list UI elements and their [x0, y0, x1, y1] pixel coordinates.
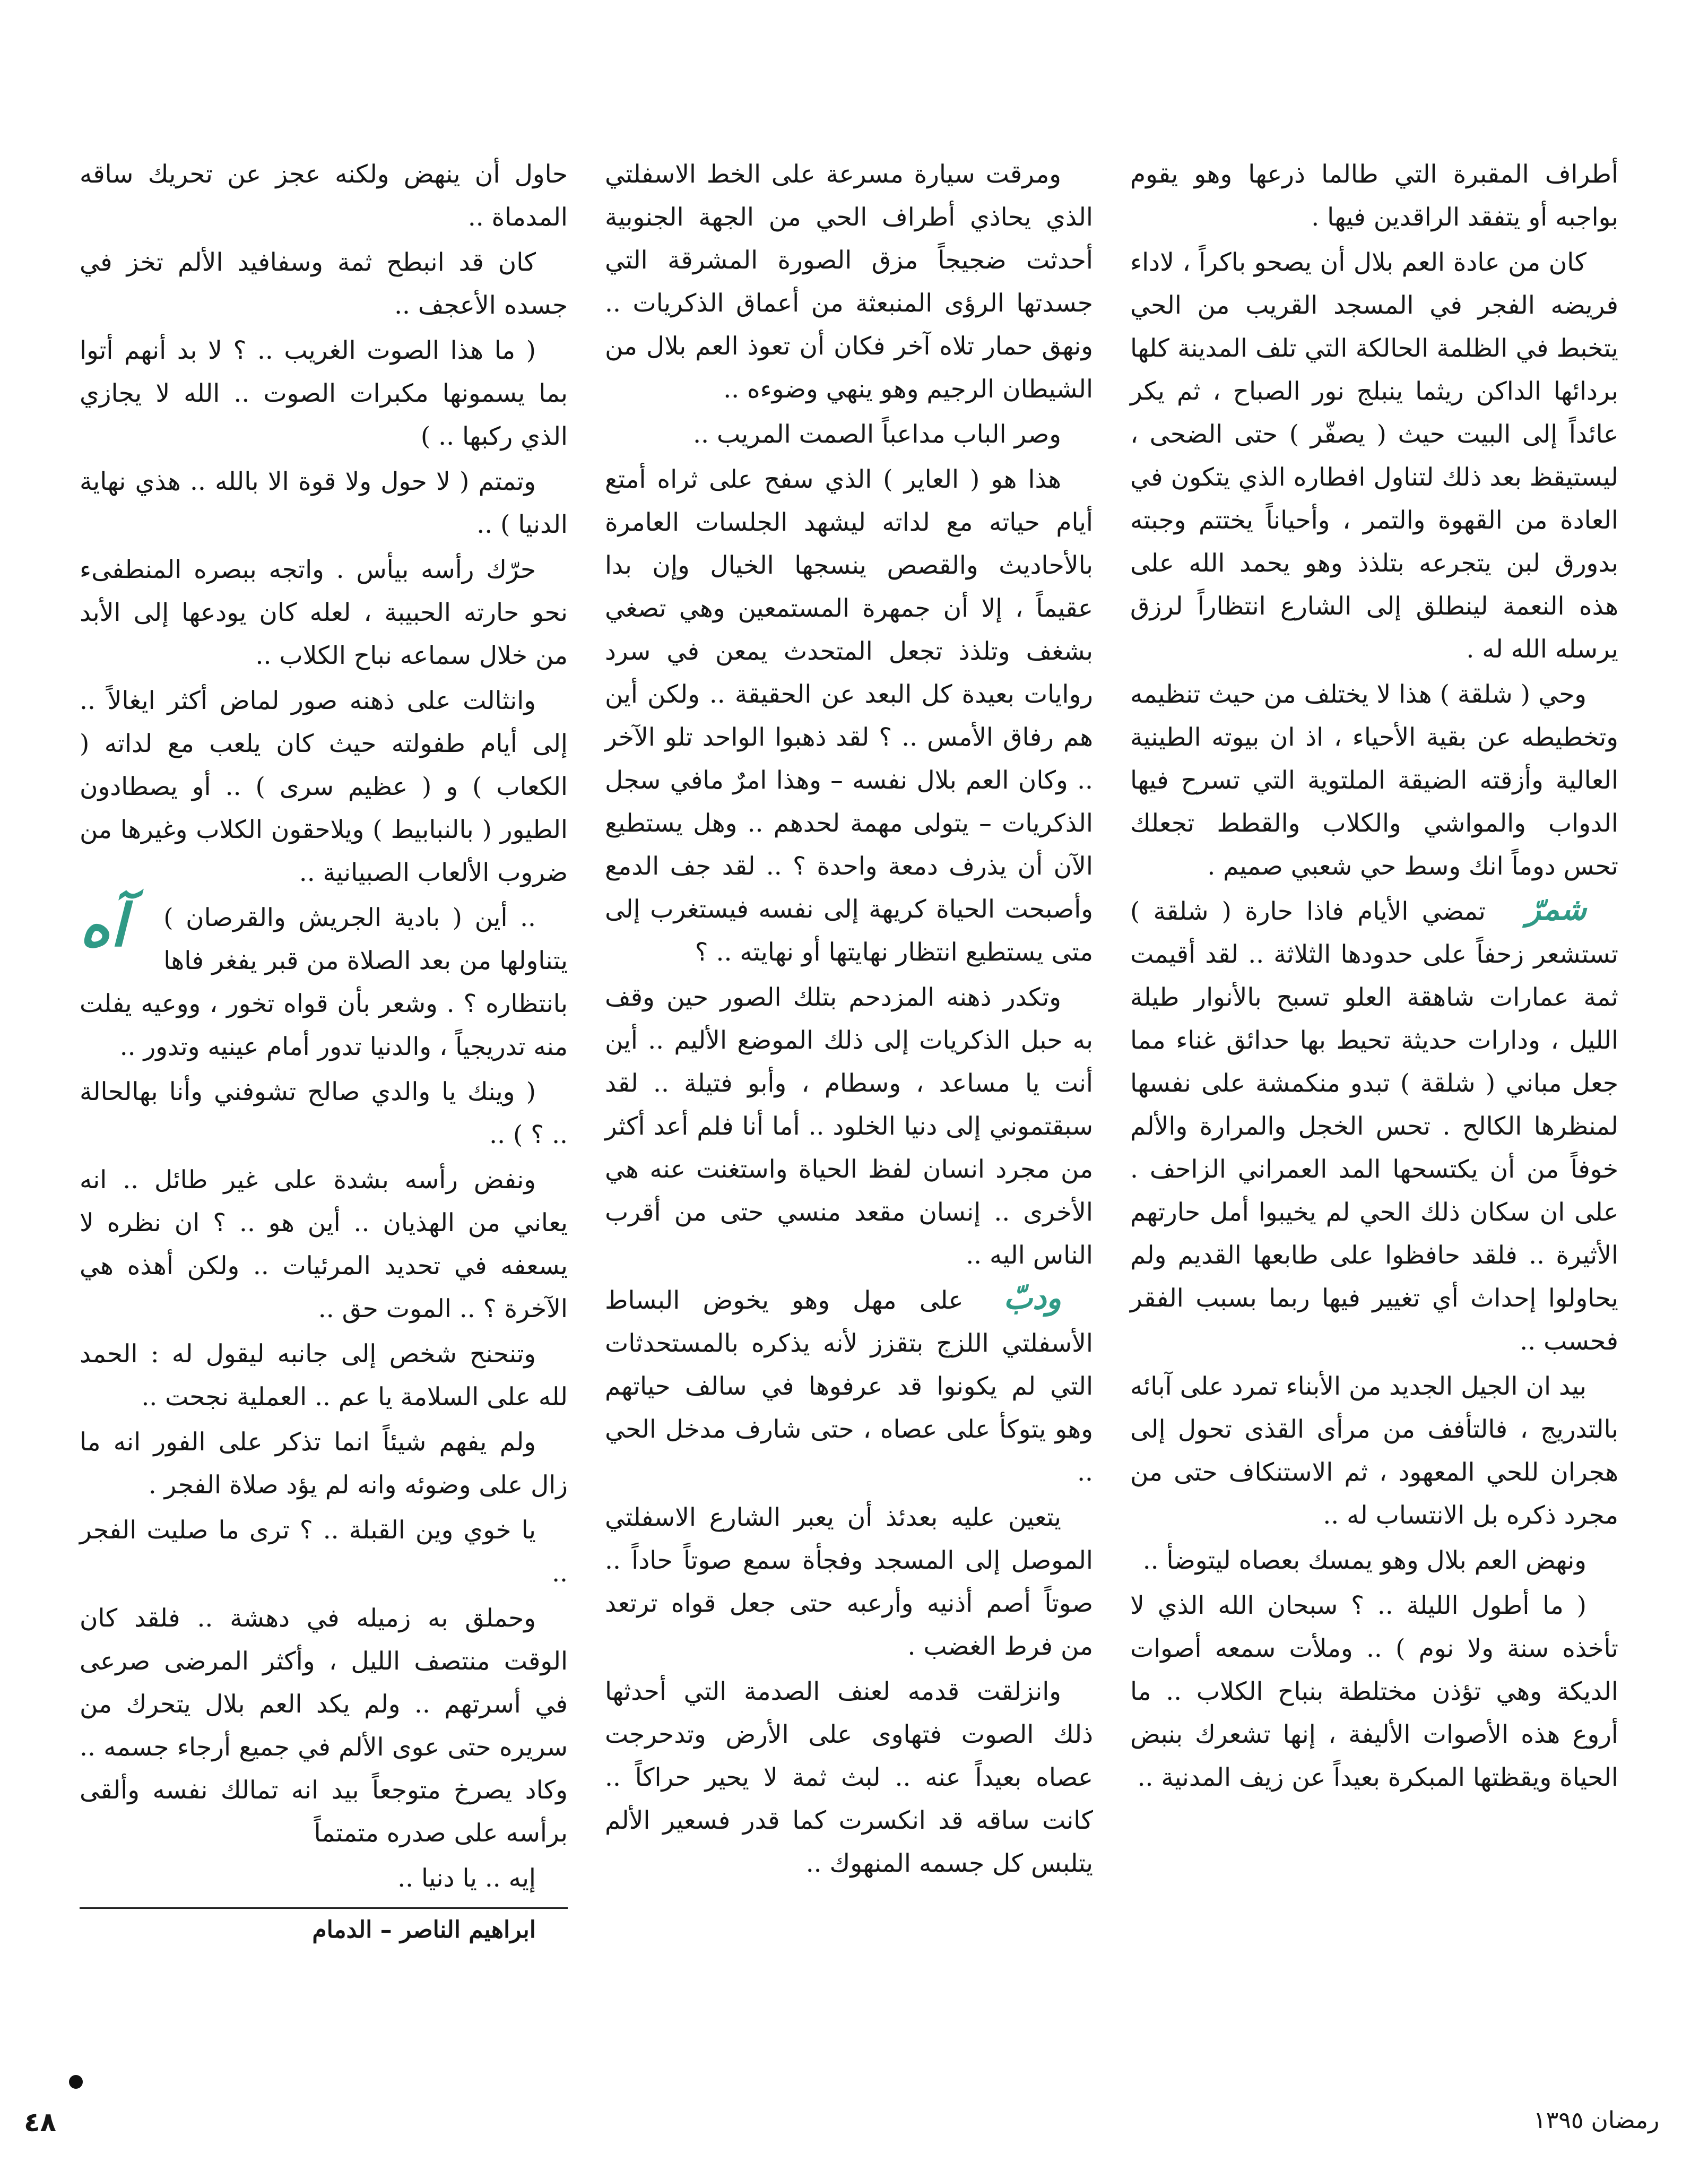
paragraph	[80, 891, 568, 1068]
paragraph: ونهض العم بلال وهو يمسك بعصاه ليتوضأ ..	[1142, 1546, 1586, 1575]
paragraph: ( ما أطول الليلة .. ؟ سبحان الله الذي لا تأخذه سنة ولا نوم ) .. وملأت سمعه أصوات الديكة وهي تؤذن مختلطة بنباح الكلاب .. ما أروع هذه الأصوات الأليفة ، إنها تشعرك بنبض الحياة ويقظتها المبكرة بعيداً عن زيف المدنية ..	[1130, 1591, 1618, 1792]
paragraph: وحي ( شلقة ) هذا لا يختلف من حيث تنظيمه وتخطيطه عن بقية الأحياء ، اذ ان بيوته الطينية العالية وأزقته الضيقة الملتوية التي تسرح فيها الدواب والمواشي والكلاب والقطط تجعلك تحس دوماً انك وسط حي شعبي صميم .	[1130, 680, 1618, 881]
column-right	[1130, 153, 1618, 1801]
ornament-word-right: شمرّ	[1525, 891, 1586, 927]
byline-divider	[80, 1907, 568, 1909]
paragraph: حاول أن ينهض ولكنه عجز عن تحريك ساقه المدماة ..	[80, 160, 568, 232]
paragraph: إيه .. يا دنيا ..	[397, 1864, 536, 1893]
paragraph: ( ما هذا الصوت الغريب .. ؟ لا بد أنهم أتوا بما يسمونها مكبرات الصوت .. الله لا يجازي الذي ركبها .. )	[80, 336, 568, 451]
paragraph: ( وينك يا والدي صالح تشوفني وأنا بهالحالة .. ؟ ) ..	[80, 1077, 568, 1149]
ornament-word-middle: ودبّ	[1003, 1280, 1061, 1316]
ornament-word-left: آه	[80, 891, 127, 959]
paragraph: وحملق به زميله في دهشة .. فلقد كان الوقت منتصف الليل ، وأكثر المرضى صرعى في أسرتهم .. ولم يكد العم بلال يتحرك من سريره حتى عوى الألم في جميع أرجاء جسمه .. وكاد يصرخ متوجعاً بيد انه تمالك نفسه وألقى برأسه على صدره متمتماً	[80, 1604, 568, 1848]
paragraph-text: على مهل وهو يخوض البساط الأسفلتي اللزج بتقزز لأنه يذكره بالمستحدثات التي لم يكونوا قد عرفوها في سالف حياتهم وهو يتوكأ على عصاه ، حتى شارف مدخل الحي ..	[605, 1286, 1094, 1487]
paragraph: يا خوي وين القبلة .. ؟ ترى ما صليت الفجر ..	[80, 1516, 568, 1588]
paragraph	[605, 1279, 1093, 1494]
paragraph-text: .. أين ( بادية الجريش والقرصان ) يتناولها من بعد الصلاة من قبر يفغر فاها بانتظاره ؟ . وشعر بأن قواه تخور ، ووعيه يفلت منه تدريجياً ، والدنيا تدور أمام عينيه وتدور ..	[80, 903, 568, 1061]
paragraph: يتعين عليه بعدئذ أن يعبر الشارع الاسفلتي الموصل إلى المسجد وفجأة سمع صوتاً حاداً .. صوتاً أصم أذنيه وأرعبه حتى جعل قواه ترتعد من فرط الغضب .	[605, 1503, 1093, 1661]
paragraph: وانثالت على ذهنه صور لماض أكثر ايغالاً .. إلى أيام طفولته حيث كان يلعب مع لداته ( الكعاب ) و ( عظيم سرى ) .. أو يصطادون الطيور ( بالنبابيط ) ويلاحقون الكلاب وغيرها من ضروب الألعاب الصبيانية ..	[80, 686, 568, 887]
paragraph	[1130, 890, 1618, 1363]
paragraph: ولم يفهم شيئاً انما تذكر على الفور انه ما زال على وضوئه وانه لم يؤد صلاة الفجر .	[80, 1428, 568, 1500]
column-left	[80, 153, 568, 1948]
paragraph: وانزلقت قدمه لعنف الصدمة التي أحدثها ذلك الصوت فتهاوى على الأرض وتدحرجت عصاه بعيداً عنه .. لبث ثمة لا يحير حراكاً .. كانت ساقه قد انكسرت كما قدر فسعير الألم يتلبس كل جسمه المنهوك ..	[605, 1677, 1093, 1878]
paragraph: أطراف المقبرة التي طالما ذرعها وهو يقوم بواجبه أو يتفقد الراقدين فيها .	[1130, 160, 1618, 232]
paragraph: وصر الباب مداعباً الصمت المريب ..	[693, 420, 1061, 449]
paragraph: بيد ان الجيل الجديد من الأبناء تمرد على آبائه بالتدريج ، فالتأفف من مرأى القذى تحول إلى هجران للحي المعهود ، ثم الاستنكاف حتى من مجرد ذكره بل الانتساب له ..	[1130, 1372, 1618, 1530]
paragraph: كان من عادة العم بلال أن يصحو باكراً ، لاداء فريضه الفجر في المسجد القريب من الحي يتخبط في الظلمة الحالكة التي تلف المدينة كلها بردائها الداكن ريثما ينبلج نور الصباح ، ثم يكر عائداً إلى البيت حيث ( يصفّر ) حتى الضحى ، ليستيقظ بعد ذلك لتناول افطاره الذي يتكون في العادة من القهوة والتمر ، وأحياناً يختتم وجبته بدورق لبن يتجرعه بتلذذ وهو يحمد الله على هذه النعمة لينطلق إلى الشارع انتظاراً لرزق يرسله الله له .	[1130, 248, 1618, 664]
page-number: ٤٨	[24, 2107, 57, 2138]
paragraph: ومرقت سيارة مسرعة على الخط الاسفلتي الذي يحاذي أطراف الحي من الجهة الجنوبية أحدثت ضجيجاً مزق الصورة المشرقة التي جسدتها الرؤى المنبعثة من أعماق الذكريات .. ونهق حمار تلاه آخر فكان أن تعوذ العم بلال من الشيطان الرجيم وهو ينهي وضوءه ..	[605, 160, 1093, 404]
paragraph: وتمتم ( لا حول ولا قوة الا بالله .. هذي نهاية الدنيا ) ..	[80, 467, 568, 539]
end-mark-dot	[69, 2075, 83, 2089]
paragraph: كان قد انبطح ثمة وسفافيد الألم تخز في جسده الأعجف ..	[80, 248, 568, 320]
paragraph-text: تمضي الأيام فاذا حارة ( شلقة ) تستشعر زحفاً على حدودها الثلاثة .. لقد أقيمت ثمة عمارات شاهقة العلو تسبح بالأنوار طيلة الليل ، ودارات حديثة تحيط بها حدائق غناء مما جعل مباني ( شلقة ) تبدو منكمشة على نفسها لمنظرها الكالح . تحس الخجل والمرارة والألم خوفاً من أن يكتسحها المد العمراني الزاحف . على ان سكان ذلك الحي لم يخيبوا أمل حارتهم الأثيرة .. فلقد حافظوا على طابعها القديم ولم يحاولوا إحداث أي تغيير فيها ربما بسبب الفقر فحسب ..	[1130, 897, 1618, 1356]
paragraph: هذا هو ( العاير ) الذي سفح على ثراه أمتع أيام حياته مع لداته ليشهد الجلسات العامرة بالأحاديث والقصص ينسجها الخيال وإن بدا عقيماً ، إلا أن جمهرة المستمعين وهي تصغي بشغف وتلذذ تجعل المتحدث يمعن في سرد روايات بعيدة كل البعد عن الحقيقة .. ولكن أين هم رفاق الأمس .. ؟ لقد ذهبوا الواحد تلو الآخر .. وكان العم بلال نفسه – وهذا امرٌ مافي سجل الذكريات – يتولى مهمة لحدهم .. وهل يستطيع الآن أن يذرف دمعة واحدة ؟ .. لقد جف الدمع وأصبحت الحياة كريهة إلى نفسه فيستغرب إلى متى يستطيع انتظار نهايتها أو نهايته .. ؟	[605, 465, 1093, 967]
paragraph: حرّك رأسه بيأس . واتجه ببصره المنطفىء نحو حارته الحبيبة ، لعله كان يودعها إلى الأبد من خلال سماعه نباح الكلاب ..	[80, 555, 568, 670]
paragraph: وتكدر ذهنه المزدحم بتلك الصور حين وقف به حبل الذكريات إلى ذلك الموضع الأليم .. أين أنت يا مساعد ، وسطام ، وأبو فتيلة .. لقد سبقتموني إلى دنيا الخلود .. أما أنا فلم أعد أكثر من مجرد انسان لفظ الحياة واستغنت عنه هي الأخرى .. إنسان مقعد منسي حتى من أقرب الناس اليه ..	[605, 983, 1093, 1270]
paragraph: ونفض رأسه بشدة على غير طائل .. انه يعاني من الهذيان .. أين هو .. ؟ ان نظره لا يسعفه في تحديد المرئيات .. ولكن أهذه هي الآخرة ؟ .. الموت حق ..	[80, 1165, 568, 1324]
author-byline: ابراهيم الناصر – الدمام	[312, 1916, 536, 1943]
column-middle	[605, 153, 1093, 1887]
paragraph: وتنحنح شخص إلى جانبه ليقول له : الحمد لله على السلامة يا عم .. العملية نجحت ..	[80, 1339, 568, 1412]
issue-date: رمضان ١٣٩٥	[1533, 2107, 1660, 2134]
